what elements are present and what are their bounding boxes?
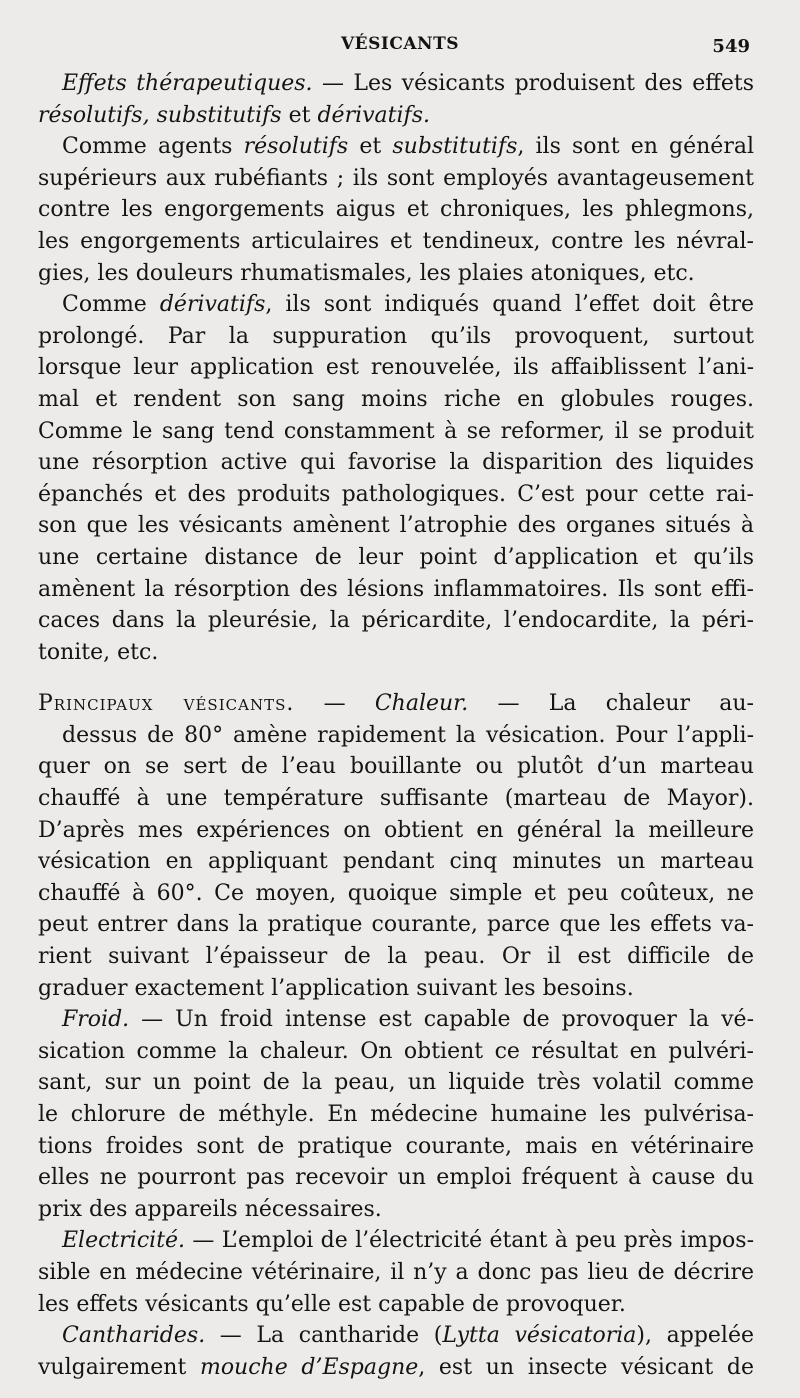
text-line: [38, 352, 754, 384]
text-line: [38, 542, 754, 574]
text-line: [38, 1225, 754, 1257]
text-segment: chauffé à 60°. Ce moyen, quoique simple et peu coûteux, ne: [38, 880, 754, 906]
text-line: [38, 68, 754, 100]
text-segment: tonite, etc.: [38, 639, 159, 665]
text-line: [38, 815, 754, 847]
text-segment: Effets thérapeutiques.: [62, 71, 313, 96]
text-segment: rient suivant l’épaisseur de la peau. Or il est difficile de: [38, 944, 754, 970]
text-line: [38, 1194, 754, 1226]
text-line: [38, 510, 754, 542]
text-segment: vulgairement: [38, 1354, 200, 1380]
text-segment: vésication en appliquant pendant cinq minutes un marteau: [38, 849, 754, 875]
text-line: [38, 1257, 754, 1289]
text-segment: tions froides sont de pratique courante, mais en vétérinaire: [38, 1133, 754, 1159]
text-segment: Comme le sang tend constamment à se reformer, il se produit: [38, 418, 754, 444]
text-segment: , ils sont en général: [517, 134, 754, 160]
text-segment: graduer exactement l’application suivant les besoins.: [38, 975, 634, 1001]
text-segment: dérivatifs.: [317, 102, 430, 128]
text-segment: Electricité.: [62, 1228, 186, 1254]
text-segment: prix des appareils nécessaires.: [38, 1196, 382, 1222]
text-segment: D’après mes expériences on obtient en général la meilleure: [38, 817, 754, 843]
text-line: [38, 258, 754, 290]
text-segment: Comme agents: [62, 134, 244, 160]
text-segment: lorsque leur application est renouvelée, ils affaiblissent l’ani-: [38, 355, 754, 381]
text-segment: , ils sont indiqués quand l’effet doit être: [265, 292, 754, 318]
text-line: [38, 1067, 754, 1099]
text-line: [38, 1131, 754, 1163]
text-segment: Principaux vésicants.: [38, 691, 295, 717]
text-segment: substitutifs: [392, 134, 518, 160]
text-line: [38, 1162, 754, 1194]
text-line: [38, 1004, 754, 1036]
text-line: [38, 447, 754, 479]
text-segment: ), appelée: [636, 1323, 754, 1349]
text-segment: — Un froid intense est capable de provoquer la vé-: [129, 1007, 754, 1033]
text-segment: sible en médecine vétérinaire, il n’y a donc pas lieu de décrire: [38, 1259, 754, 1285]
text-segment: résolutifs, substitutifs: [38, 102, 282, 128]
text-line: [38, 751, 754, 783]
text-line: [38, 846, 754, 878]
text-line: [38, 1352, 754, 1384]
text-segment: son que les vésicants amènent l’atrophie des organes situés à: [38, 513, 754, 539]
text-segment: — Les vésicants produisent des effets: [312, 71, 754, 96]
running-title: VÉSICANTS: [340, 34, 460, 54]
text-line: [38, 1289, 754, 1321]
text-line: [38, 605, 754, 637]
text-line: [38, 384, 754, 416]
text-segment: résolutifs: [243, 134, 349, 160]
text-segment: Cantharides.: [62, 1323, 206, 1349]
text-line: [38, 1320, 754, 1352]
text-segment: dessus de 80° amène rapidement la vésication. Pour l’appli-: [62, 722, 754, 748]
page-header: [0, 30, 800, 60]
text-line: [38, 226, 754, 258]
text-line: [38, 100, 754, 132]
text-segment: épanchés et des produits pathologiques. C’est pour cette rai-: [38, 481, 754, 507]
text-segment: quer on se sert de l’eau bouillante ou plutôt d’un marteau: [38, 754, 754, 780]
text-line: [38, 1099, 754, 1131]
text-line: [38, 637, 754, 669]
text-line: [38, 131, 754, 163]
text-segment: —: [294, 691, 375, 717]
text-segment: — La chaleur au-: [468, 691, 754, 717]
text-segment: — L’emploi de l’électricité étant à peu près impos-: [185, 1228, 754, 1254]
text-segment: mal et rendent son sang moins riche en globules rouges.: [38, 386, 754, 412]
text-line: [38, 688, 754, 720]
text-segment: mouche d’Espagne: [199, 1354, 419, 1380]
text-segment: les engorgements articulaires et tendineux, contre les névral-: [38, 228, 754, 254]
text-segment: elles ne pourront pas recevoir un emploi fréquent à cause du: [38, 1165, 754, 1191]
text-line: [38, 1036, 754, 1068]
text-segment: dérivatifs: [159, 292, 266, 318]
text-segment: Comme: [62, 292, 160, 318]
body-text: [38, 68, 754, 1383]
text-segment: supérieurs aux rubéfiants ; ils sont employés avantageusement: [38, 165, 754, 191]
text-segment: gies, les douleurs rhumatismales, les plaies atoniques, etc.: [38, 260, 695, 286]
text-line: [38, 163, 754, 195]
text-segment: peut entrer dans la pratique courante, parce que les effets va-: [38, 912, 754, 938]
text-segment: , est un insecte vésicant de: [418, 1354, 754, 1380]
text-segment: sant, sur un point de la peau, un liquide très volatil comme: [38, 1070, 754, 1096]
text-segment: sication comme la chaleur. On obtient ce résultat en pulvéri-: [38, 1038, 754, 1064]
text-line: [38, 909, 754, 941]
text-line: [38, 194, 754, 226]
text-segment: les effets vésicants qu’elle est capable de provoquer.: [38, 1291, 626, 1317]
text-segment: — La cantharide (: [205, 1323, 443, 1349]
text-segment: chauffé à une température suffisante (marteau de Mayor).: [38, 786, 754, 812]
text-segment: et: [348, 134, 393, 160]
text-line: [38, 416, 754, 448]
text-segment: Lytta vésicatoria: [442, 1323, 637, 1349]
text-segment: prolongé. Par la suppuration qu’ils provoquent, surtout: [38, 323, 754, 349]
page-number: 549: [712, 36, 750, 57]
text-line: [38, 941, 754, 973]
text-line: [38, 720, 754, 752]
text-segment: caces dans la pleurésie, la péricardite, l’endocardite, la péri-: [38, 608, 754, 634]
text-segment: amènent la résorption des lésions inflammatoires. Ils sont effi-: [38, 576, 754, 602]
text-line: [38, 878, 754, 910]
text-segment: Froid.: [62, 1007, 130, 1033]
text-line: [38, 321, 754, 353]
text-line: [38, 289, 754, 321]
text-line: [38, 783, 754, 815]
text-line: [38, 479, 754, 511]
text-segment: le chlorure de méthyle. En médecine humaine les pulvérisa-: [38, 1102, 754, 1127]
text-segment: une certaine distance de leur point d’application et qu’ils: [38, 544, 754, 570]
text-line: [38, 973, 754, 1005]
text-segment: une résorption active qui favorise la disparition des liquides: [38, 450, 754, 476]
text-segment: et: [281, 102, 318, 128]
text-line: [38, 574, 754, 606]
text-segment: Chaleur.: [374, 691, 469, 717]
text-segment: contre les engorgements aigus et chroniques, les phlegmons,: [38, 197, 754, 223]
